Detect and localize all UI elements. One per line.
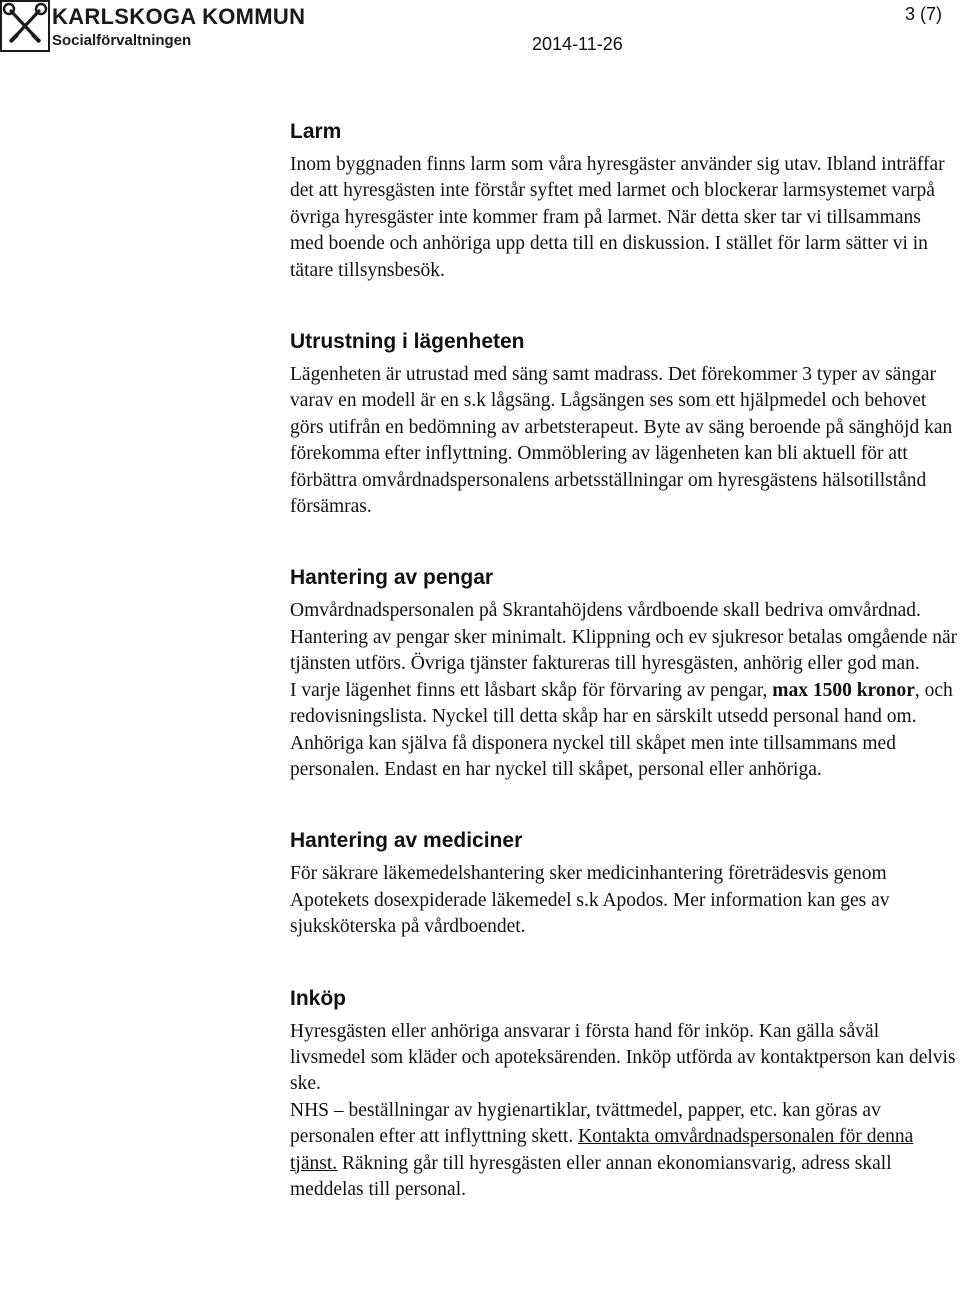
section-utrustning bbox=[290, 328, 958, 520]
organization-name: KARLSKOGA KOMMUN bbox=[52, 4, 306, 29]
section-heading: Hantering av pengar bbox=[290, 566, 494, 590]
section-larm bbox=[290, 118, 958, 284]
municipality-logo bbox=[0, 0, 306, 54]
section-mediciner bbox=[290, 827, 958, 940]
section-paragraph: Inom byggnaden finns larm som våra hyresgäster använder sig utav. Ibland inträffar det att hyresgästen inte förstår syftet med larmet och blockerar larmsystemet varpå övriga hyresgäster inte kommer fram på larmet. När detta sker tar vi tillsammans med boende och anhöriga upp detta till en diskussion. I stället för larm sätter vi in tätare tillsynsbesök. bbox=[290, 154, 945, 281]
section-paragraph: Lägenheten är utrustad med säng samt madrass. Det förekommer 3 typer av sängar varav en modell är en s.k lågsäng. Lågsängen ses som ett hjälpmedel och behovet görs utifrån en bedömning av arbetsterapeut. Byte av säng beroende på sänghöjd kan förekomma efter inflyttning. Ommöblering av lägenheten kan bli aktuell för att förbättra omvårdnadspersonalens arbetsställningar om hyresgästens hälsotillstånd försämras. bbox=[290, 364, 953, 518]
section-pengar bbox=[290, 564, 958, 783]
section-heading: Hantering av mediciner bbox=[290, 829, 523, 853]
max-amount-bold: max 1500 kronor bbox=[772, 679, 915, 701]
page-number: 3 (7) bbox=[904, 4, 942, 24]
section-heading: Inköp bbox=[290, 986, 346, 1010]
section-paragraph bbox=[290, 678, 958, 784]
section-inkop bbox=[290, 985, 958, 1204]
section-heading: Larm bbox=[290, 120, 342, 143]
paragraph-text: , och redovisningslista. Nyckel till detta skåp har en särskilt utsedd personal hand om. Anhöriga kan själva få disponera nyckel till skåpet men inte tillsammans med personalen. Endast en har nyckel till skåpet, personal eller anhöriga. bbox=[290, 679, 953, 780]
section-paragraph: Hyresgästen eller anhöriga ansvarar i första hand för inköp. Kan gälla såväl livsmedel som kläder och apoteksärenden. Inköp utförda av kontaktperson kan delvis ske. bbox=[290, 1020, 956, 1095]
section-heading: Utrustning i lägenheten bbox=[290, 330, 525, 354]
department-name: Socialförvaltningen bbox=[52, 32, 192, 49]
crossed-keys-shield-icon bbox=[0, 0, 50, 52]
paragraph-text: Räkning går till hyresgästen eller annan ekonomiansvarig, adress skall meddelas till personal. bbox=[290, 1152, 892, 1200]
section-paragraph: Omvårdnadspersonalen på Skrantahöjdens vårdboende skall bedriva omvårdnad. Hantering av pengar sker minimalt. Klippning och ev sjukresor betalas omgående när tjänsten utförs. Övriga tjänster faktureras till hyresgästen, anhörig eller god man. bbox=[290, 600, 958, 675]
document-body bbox=[290, 118, 958, 1203]
paragraph-text: I varje lägenhet finns ett låsbart skåp för förvaring av pengar, bbox=[290, 679, 773, 701]
paragraph-text: NHS – beställningar av hygienartiklar, tvättmedel, papper, etc. kan göras av personalen efter att inflyttning skett. bbox=[290, 1099, 881, 1148]
contact-staff-link[interactable]: Kontakta omvårdnadspersonalen för denna tjänst. bbox=[290, 1126, 914, 1174]
document-date: 2014-11-26 bbox=[532, 34, 623, 54]
section-paragraph bbox=[290, 1098, 958, 1204]
section-paragraph: För säkrare läkemedelshantering sker medicinhantering företrädesvis genom Apotekets dosexpiderade läkemedel s.k Apodos. Mer information kan ges av sjuksköterska på vårdboendet. bbox=[290, 863, 890, 938]
